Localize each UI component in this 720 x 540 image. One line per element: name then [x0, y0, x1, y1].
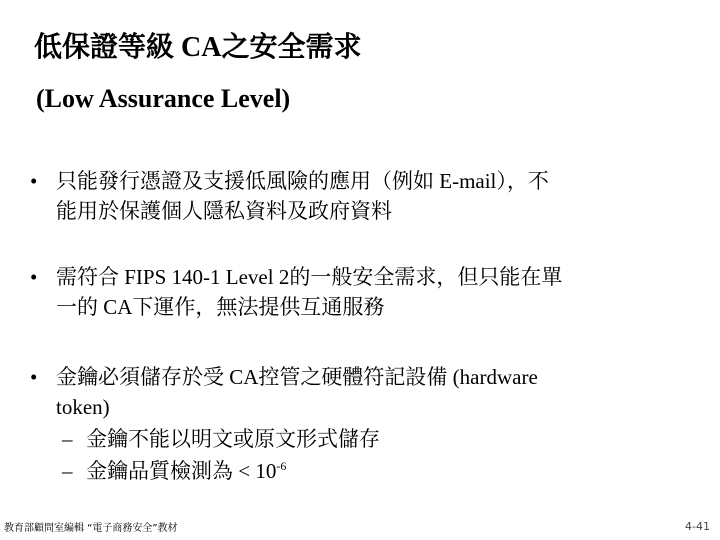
- slide-title: 低保證等級 CA之安全需求: [34, 32, 362, 63]
- sub-bullet-dash: –: [62, 427, 73, 451]
- bullet-item-2: [30, 262, 670, 322]
- bullet-2-line-1: 需符合 FIPS 140-1 Level 2的一般安全需求，但只能在單: [56, 265, 563, 289]
- bullet-item-1: [30, 166, 670, 226]
- sub-bullet-2: [62, 456, 286, 486]
- bullet-item-3: [30, 362, 670, 422]
- sub-bullet-2-text: 金鑰品質檢測為 < 10: [86, 459, 277, 483]
- bullet-1-line-1: 只能發行憑證及支援低風險的應用（例如 E-mail），不: [56, 169, 549, 193]
- bullet-2-line-2: 一的 CA下運作，無法提供互通服務: [56, 295, 385, 319]
- sub-bullet-1-text: 金鑰不能以明文或原文形式儲存: [86, 427, 380, 451]
- bullet-3-line-1: 金鑰必須儲存於受 CA控管之硬體符記設備 (hardware: [56, 365, 538, 389]
- footer-source: 教育部顧問室編輯 “電子商務安全”教材: [4, 523, 178, 534]
- bullet-1-line-2: 能用於保護個人隱私資料及政府資料: [56, 199, 392, 223]
- bullet-dot: •: [30, 265, 38, 289]
- sub-bullet-dash: –: [62, 459, 73, 483]
- slide-subtitle: (Low Assurance Level): [36, 84, 291, 113]
- exponent: -6: [276, 459, 287, 473]
- bullet-dot: •: [30, 169, 38, 193]
- bullet-3-line-2: token): [56, 395, 110, 419]
- page-number: 4-41: [685, 520, 710, 533]
- bullet-dot: •: [30, 365, 38, 389]
- sub-bullet-1: [62, 424, 380, 454]
